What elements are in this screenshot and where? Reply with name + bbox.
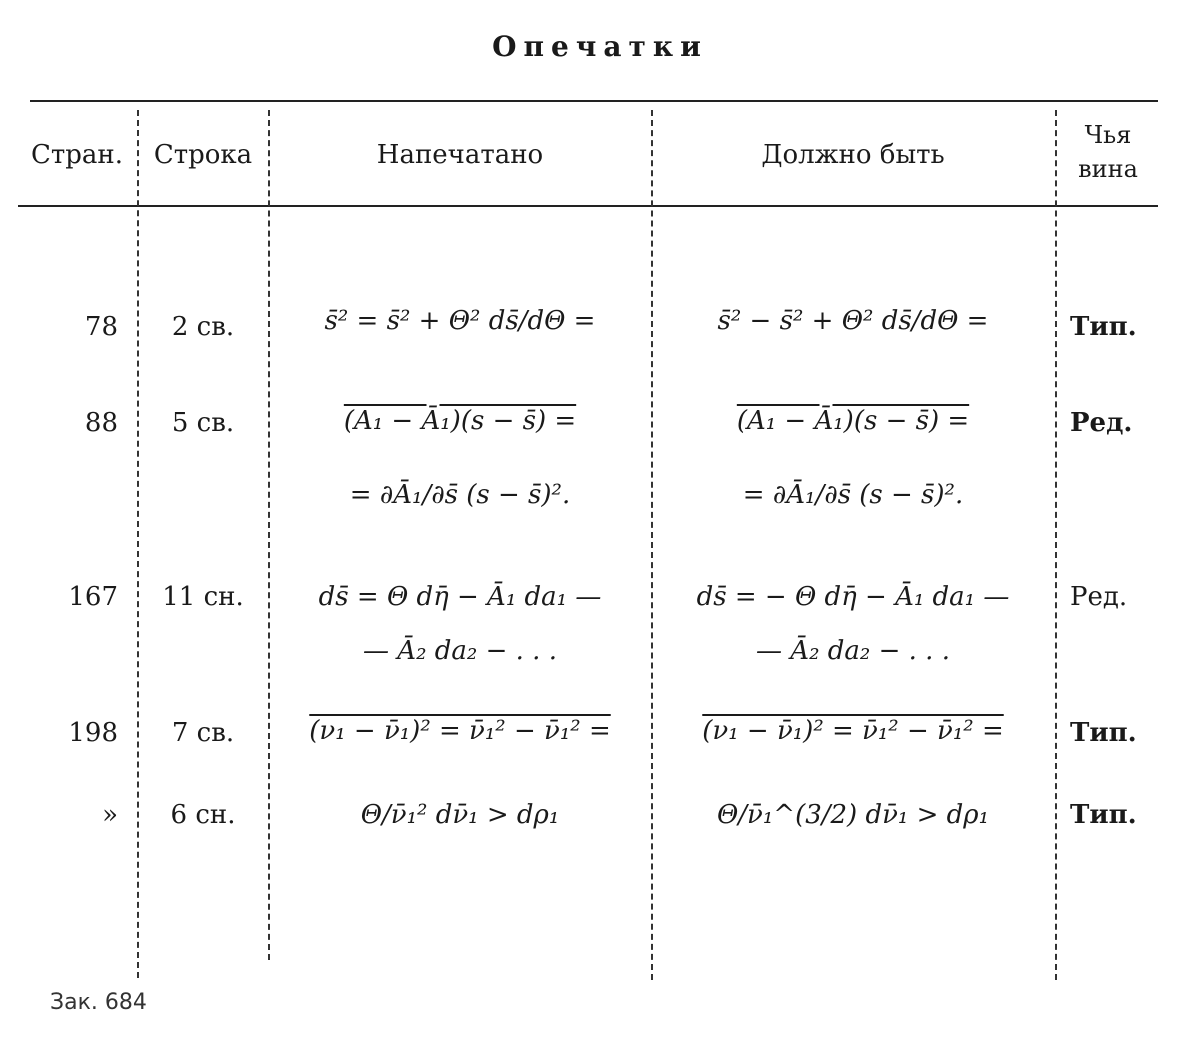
- row-3-should-be-line1: ds̄ = − Θ dη̄ − Ā₁ da₁ —: [696, 582, 1010, 612]
- row-2-should-be-line2: = ∂Ā₁/∂s̄ (s − s̄)².: [742, 480, 964, 510]
- header-page: Стран.: [30, 140, 123, 170]
- row-1-printed: s̄² = s̄² + Θ² ds̄/dΘ =: [324, 306, 596, 336]
- row-5-page: »: [102, 800, 118, 830]
- row-3-printed-line2: — Ā₂ da₂ − . . .: [363, 636, 557, 666]
- row-4-should-be: (ν₁ − ν̄₁)² = ν̄₁² − ν̄₁² =: [702, 716, 1004, 746]
- row-1-fault: Тип.: [1070, 312, 1137, 342]
- row-2-fault: Ред.: [1070, 408, 1133, 438]
- row-3-should-be-line2: — Ā₂ da₂ − . . .: [756, 636, 950, 666]
- row-2-printed-line2: = ∂Ā₁/∂s̄ (s − s̄)².: [349, 480, 571, 510]
- header-should-be: Должно быть: [761, 140, 945, 170]
- header-fault-line1: Чья: [1084, 121, 1132, 149]
- header-fault: [1058, 118, 1158, 186]
- row-3-printed-line1: ds̄ = Θ dη̄ − Ā₁ da₁ —: [318, 582, 602, 612]
- column-divider-1: [137, 110, 139, 978]
- row-2-printed-line1: (A₁ − Ā₁)(s − s̄) =: [343, 406, 577, 436]
- row-4-printed: (ν₁ − ν̄₁)² = ν̄₁² − ν̄₁² =: [309, 716, 611, 746]
- row-3-page: 167: [68, 582, 118, 612]
- row-3-line: 11 сн.: [162, 582, 244, 612]
- row-4-line: 7 св.: [171, 718, 235, 748]
- table-header-rule: [18, 205, 1158, 207]
- row-5-line: 6 сн.: [170, 800, 236, 830]
- row-1-page: 78: [84, 312, 118, 342]
- row-2-line: 5 св.: [171, 408, 235, 438]
- page-title: Опечатки: [492, 30, 708, 63]
- header-line: Строка: [153, 140, 253, 170]
- row-4-page: 198: [68, 718, 118, 748]
- row-5-fault: Тип.: [1070, 800, 1137, 830]
- column-divider-2: [268, 110, 270, 960]
- header-printed: Напечатано: [376, 140, 544, 170]
- footer-order-number: Зак. 684: [50, 990, 147, 1015]
- row-1-should-be: s̄² − s̄² + Θ² ds̄/dΘ =: [717, 306, 989, 336]
- column-divider-4: [1055, 110, 1057, 980]
- column-divider-3: [651, 110, 653, 980]
- header-fault-line2: вина: [1078, 155, 1138, 183]
- row-1-line: 2 св.: [171, 312, 235, 342]
- row-2-should-be-line1: (A₁ − Ā₁)(s − s̄) =: [736, 406, 970, 436]
- row-2-page: 88: [84, 408, 118, 438]
- row-4-fault: Тип.: [1070, 718, 1137, 748]
- row-5-printed: Θ/ν̄₁² dν̄₁ > dρ₁: [360, 800, 560, 830]
- row-5-should-be: Θ/ν̄₁^(3/2) dν̄₁ > dρ₁: [716, 800, 990, 830]
- table-top-rule: [30, 100, 1158, 102]
- row-3-fault: Ред.: [1070, 582, 1128, 612]
